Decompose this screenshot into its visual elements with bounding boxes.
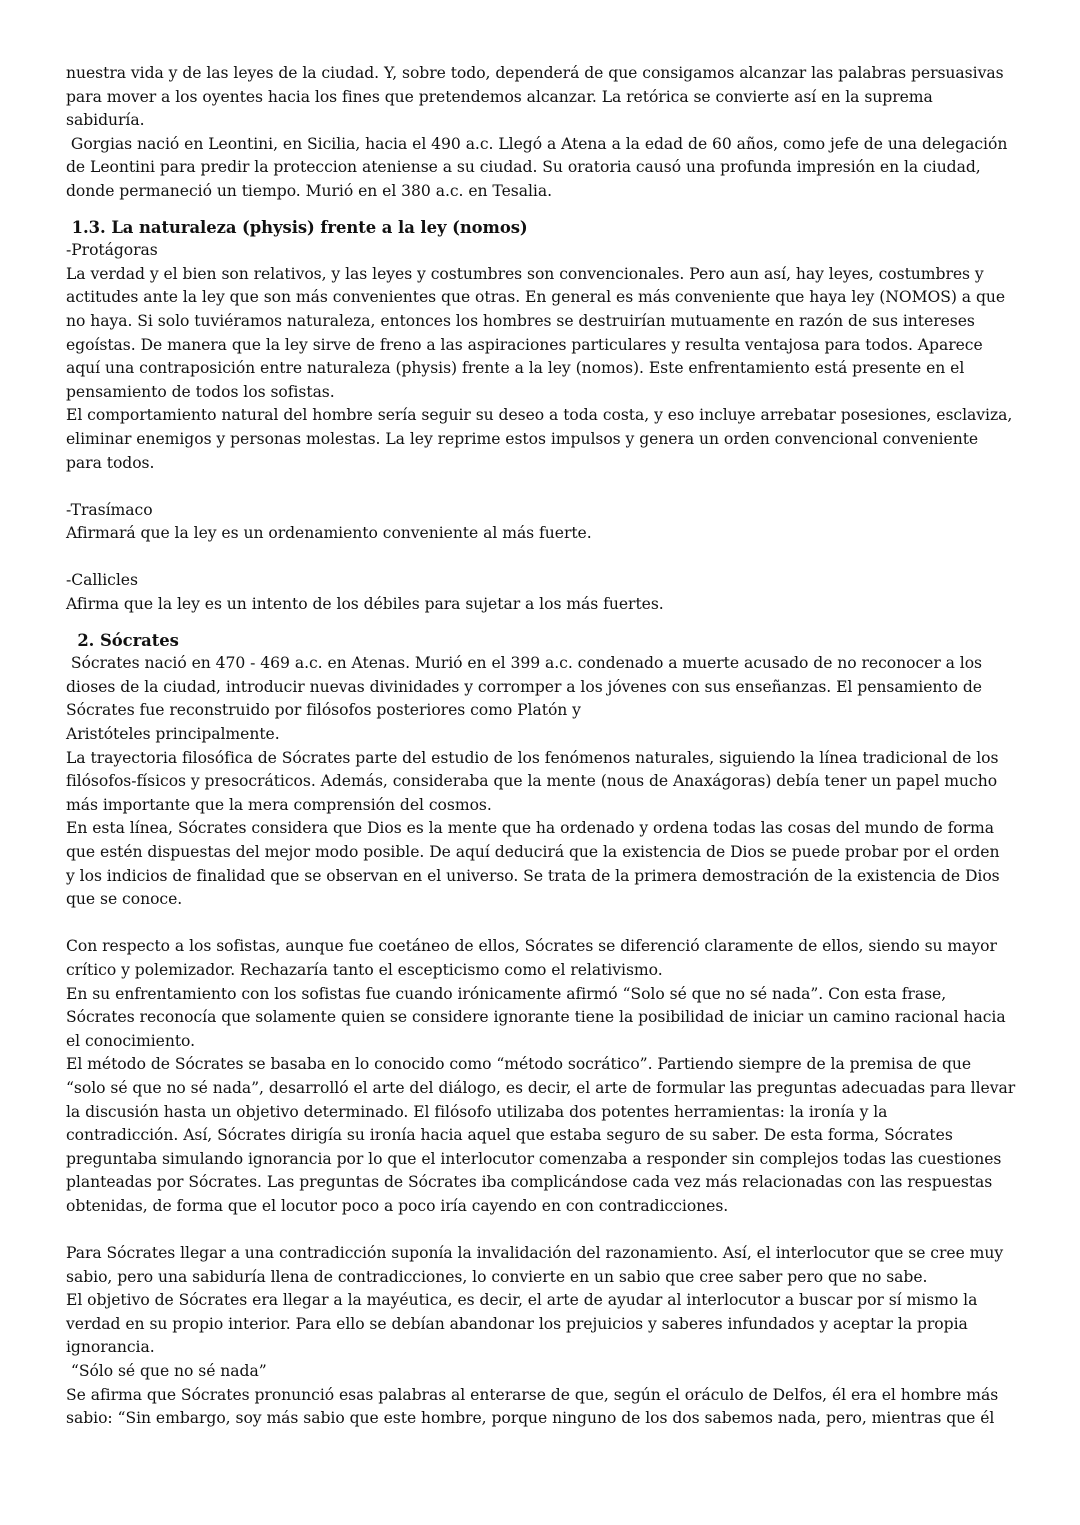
text-line: aquí una contraposición entre naturaleza (physis) frente a la ley (nomos). Este enfrentamiento está presente en el: [66, 359, 965, 378]
text-line: crítico y polemizador. Rechazaría tanto el escepticismo como el relativismo.: [66, 960, 663, 979]
text-line: Para Sócrates llegar a una contradicción suponía la invalidación del razonamiento. Así, el interlocutor que se cree muy: [66, 1244, 1004, 1263]
gorgias-paragraph: [66, 133, 1026, 204]
quote-heading: “Sólo sé que no sé nada”: [66, 1362, 267, 1381]
socrates-paragraph-1: [66, 652, 1026, 746]
protagoras-label: -Protágoras: [66, 241, 158, 260]
text-line: dioses de la ciudad, introducir nuevas divinidades y corromper a los jóvenes con sus enseñanzas. El pensamiento de: [66, 677, 982, 696]
text-line: sabio, pero una sabiduría llena de contradicciones, lo convierte en un sabio que cree saber pero que no sabe.: [66, 1267, 928, 1286]
text-line: “solo sé que no sé nada”, desarrolló el arte del diálogo, es decir, el arte de formular las preguntas adecuadas para llevar: [66, 1078, 1016, 1097]
protagoras-paragraph-2: [66, 404, 1026, 475]
text-line: de Leontini para predir la proteccion ateniense a su ciudad. Su oratoria causó una profunda impresión en la ciudad,: [66, 158, 981, 177]
text-line: egoístas. De manera que la ley sirve de freno a las aspiraciones particulares y resulta ventajosa para todos. Aparece: [66, 335, 983, 354]
text-line: la discusión hasta un objetivo determinado. El filósofo utilizaba dos potentes herramientas: la ironía y la: [66, 1102, 888, 1121]
text-line: filósofos-físicos y presocráticos. Además, consideraba que la mente (nous de Anaxágoras) debía tener un papel mucho: [66, 772, 998, 791]
text-line: Sócrates fue reconstruido por filósofos posteriores como Platón y: [66, 701, 581, 720]
text-line: contradicción. Así, Sócrates dirigía su ironía hacia aquel que estaba seguro de su saber. De esta forma, Sócrates: [66, 1126, 953, 1145]
text-line: Gorgias nació en Leontini, en Sicilia, hacia el 490 a.c. Llegó a Atena a la edad de 60 años, como jefe de una delegación: [66, 134, 1008, 153]
text-line: no haya. Si solo tuviéramos naturaleza, entonces los hombres se destruirían mutuamente en razón de sus intereses: [66, 311, 975, 330]
intro-paragraph: [66, 62, 1026, 133]
trasimaco-text: Afirmará que la ley es un ordenamiento conveniente al más fuerte.: [66, 524, 592, 543]
text-line: Con respecto a los sofistas, aunque fue coetáneo de ellos, Sócrates se diferenció claramente de ellos, siendo su mayor: [66, 937, 997, 956]
protagoras-paragraph-1: [66, 263, 1026, 405]
text-line: donde permaneció un tiempo. Murió en el 380 a.c. en Tesalia.: [66, 181, 552, 200]
socrates-paragraph-5: [66, 983, 1026, 1054]
text-line: preguntaba simulando ignorancia por lo que el interlocutor comenzaba a responder sin complejos todas las cuestiones: [66, 1149, 1002, 1168]
text-line: La verdad y el bien son relativos, y las leyes y costumbres son convencionales. Pero aun así, hay leyes, costumbres y: [66, 264, 984, 283]
text-line: para todos.: [66, 453, 155, 472]
callicles-label: -Callicles: [66, 571, 138, 590]
text-line: En esta línea, Sócrates considera que Dios es la mente que ha ordenado y ordena todas las cosas del mundo de forma: [66, 819, 995, 838]
text-line: eliminar enemigos y personas molestas. La ley reprime estos impulsos y genera un orden convencional conveniente: [66, 429, 979, 448]
text-line: En su enfrentamiento con los sofistas fue cuando irónicamente afirmó “Solo sé que no sé nada”. Con esta frase,: [66, 984, 947, 1003]
text-line: que estén dispuestas del mejor modo posible. De aquí deducirá que la existencia de Dios se puede probar por el orden: [66, 843, 1000, 861]
text-line: sabio: “Sin embargo, soy más sabio que este hombre, porque ninguno de los dos sabemos nada, pero, mientras que él: [66, 1409, 995, 1428]
text-line: nuestra vida y de las leyes de la ciudad. Y, sobre todo, dependerá de que consigamos alcanzar las palabras persuasivas: [66, 64, 1004, 82]
text-line: el conocimiento.: [66, 1031, 196, 1050]
text-line: sabiduría.: [66, 111, 145, 130]
text-line: y los indicios de finalidad que se observan en el universo. Se trata de la primera demostración de la existencia de Dios: [66, 866, 1000, 885]
text-line: El método de Sócrates se basaba en lo conocido como “método socrático”. Partiendo siempre de la premisa de que: [66, 1055, 972, 1074]
callicles-text: Afirma que la ley es un intento de los débiles para sujetar a los más fuertes.: [66, 595, 664, 614]
socrates-paragraph-6: [66, 1053, 1026, 1218]
socrates-paragraph-4: [66, 935, 1026, 982]
socrates-paragraph-7: [66, 1242, 1026, 1289]
socrates-paragraph-2: [66, 747, 1026, 818]
section-heading-2: 2. Sócrates: [66, 630, 179, 650]
trasimaco-label: -Trasímaco: [66, 500, 153, 519]
text-line: que se conoce.: [66, 890, 183, 909]
text-line: Se afirma que Sócrates pronunció esas palabras al enterarse de que, según el oráculo de Delfos, él era el hombre más: [66, 1385, 999, 1404]
text-line: El comportamiento natural del hombre sería seguir su deseo a toda costa, y eso incluye arrebatar posesiones, esclaviza,: [66, 406, 1013, 425]
socrates-paragraph-8: [66, 1289, 1026, 1360]
text-line: Sócrates reconocía que solamente quien se considere ignorante tiene la posibilidad de iniciar un camino racional hacia: [66, 1008, 1006, 1027]
text-line: pensamiento de todos los sofistas.: [66, 382, 335, 401]
text-line: obtenidas, de forma que el locutor poco a poco iría cayendo en con contradicciones.: [66, 1196, 729, 1215]
text-line: más importante que la mera comprensión del cosmos.: [66, 795, 492, 814]
socrates-paragraph-9: [66, 1384, 1026, 1431]
text-line: Aristóteles principalmente.: [66, 725, 280, 744]
text-line: El objetivo de Sócrates era llegar a la mayéutica, es decir, el arte de ayudar al interlocutor a buscar por sí mismo la: [66, 1291, 978, 1310]
text-line: planteadas por Sócrates. Las preguntas de Sócrates iba complicándose cada vez más relacionadas con las respuestas: [66, 1173, 993, 1192]
text-line: La trayectoria filosófica de Sócrates parte del estudio de los fenómenos naturales, siguiendo la línea tradicional de los: [66, 748, 999, 767]
text-line: ignorancia.: [66, 1338, 155, 1357]
text-line: para mover a los oyentes hacia los fines que pretendemos alcanzar. La retórica se convierte así en la suprema: [66, 87, 933, 106]
section-heading-1-3: 1.3. La naturaleza (physis) frente a la ley (nomos): [66, 217, 528, 237]
socrates-paragraph-3: [66, 817, 1026, 911]
text-line: actitudes ante la ley que son más convenientes que otras. En general es más conveniente que haya ley (NOMOS) a que: [66, 288, 1006, 307]
text-line: verdad en su propio interior. Para ello se debían abandonar los prejuicios y saberes infundados y aceptar la propia: [66, 1314, 968, 1333]
text-line: Sócrates nació en 470 - 469 a.c. en Atenas. Murió en el 399 a.c. condenado a muerte acusado de no reconocer a los: [66, 654, 983, 673]
document-page: [66, 62, 1026, 1431]
